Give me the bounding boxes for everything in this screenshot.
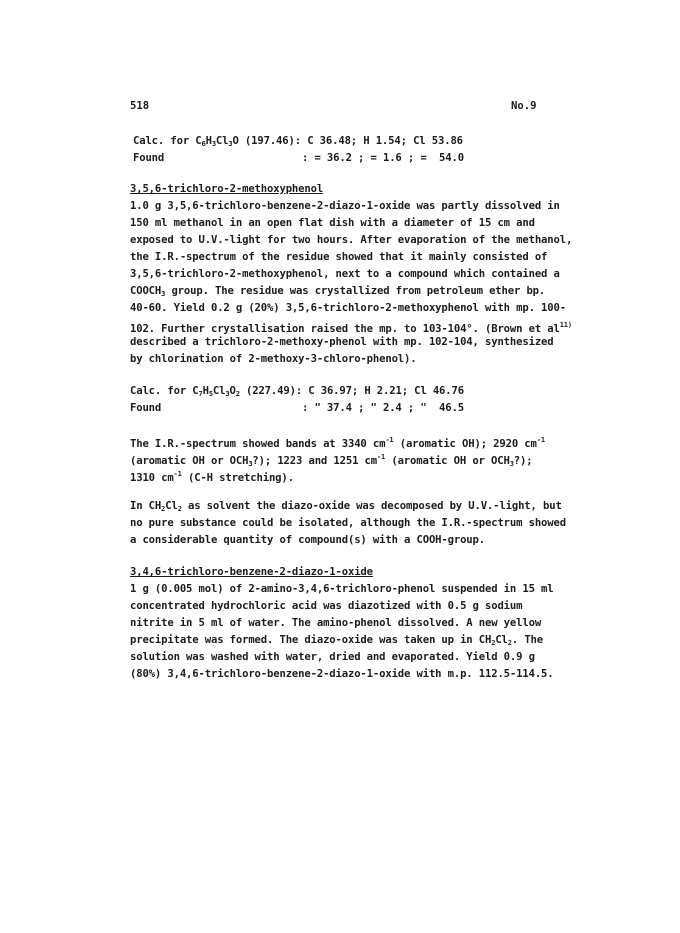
paragraph-line: solution was washed with water, dried and evaporated. Yield 0.9 g xyxy=(130,651,535,663)
paragraph-line: the I.R.-spectrum of the residue showed that it mainly consisted of xyxy=(130,251,548,263)
citation-reference: 11) xyxy=(559,321,572,329)
paragraph-line: described a trichloro-2-methoxy-phenol with mp. 102-104, synthesized xyxy=(130,336,554,348)
found-label-1: Found xyxy=(133,152,165,164)
ir-line: (aromatic OH or $OCH_3$?); 1223 and 1251 $cm^{-1}$ (aromatic OH or $OCH_3$?); xyxy=(130,453,533,468)
found-values-2: : " 37.4 ; " 2.4 ; " 46.5 xyxy=(302,402,464,414)
paragraph-line: $COOCH_3$ group. The residue was crystallized from petroleum ether bp. xyxy=(130,285,546,298)
paragraph-line: 102. Further crystallisation raised the mp. to 103-104°. (Brown et $al^{11)}$ xyxy=(130,321,572,335)
paragraph-line: 40-60. Yield 0.2 g (20%) 3,5,6-trichloro-2-methoxyphenol with mp. 100- xyxy=(130,302,566,314)
paragraph-line: 1.0 g 3,5,6-trichloro-benzene-2-diazo-1-oxide was partly dissolved in xyxy=(130,200,560,212)
paragraph-line: 150 ml methanol in an open flat dish with a diameter of 15 cm and xyxy=(130,217,535,229)
paragraph-line: (80%) 3,4,6-trichloro-benzene-2-diazo-1-oxide with m.p. 112.5-114.5. xyxy=(130,668,554,680)
ir-line: 1310 $cm^{-1}$ (C-H stretching). xyxy=(130,470,294,484)
paragraph-line: 1 g (0.005 mol) of 2-amino-3,4,6-trichloro-phenol suspended in 15 ml xyxy=(130,583,554,595)
paragraph-line: exposed to U.V.-light for two hours. After evaporation of the methanol, xyxy=(130,234,573,246)
paragraph-line: concentrated hydrochloric acid was diazotized with 0.5 g sodium xyxy=(130,600,523,612)
paragraph-line: a considerable quantity of compound(s) with a COOH-group. xyxy=(130,534,485,546)
paragraph-line: by chlorination of 2-methoxy-3-chloro-phenol). xyxy=(130,353,417,365)
found-values-1: : = 36.2 ; = 1.6 ; = 54.0 xyxy=(302,152,464,164)
paragraph-line: precipitate was formed. The diazo-oxide was taken up in $CH_2Cl_2$. The xyxy=(130,634,543,647)
issue-number: No.9 xyxy=(511,100,537,112)
paragraph-line: nitrite in 5 ml of water. The amino-phenol dissolved. A new yellow xyxy=(130,617,542,629)
found-label-2: Found xyxy=(130,402,162,414)
paragraph-line: no pure substance could be isolated, although the I.R.-spectrum showed xyxy=(130,517,566,529)
calc-line-1: Calc. for $C_6H_3Cl_3O$ (197.46): C 36.48; H 1.54; Cl 53.86 xyxy=(133,135,463,148)
section-heading-1: 3,5,6-trichloro-2-methoxyphenol xyxy=(130,183,324,195)
paragraph-line: In $CH_2Cl_2$ as solvent the diazo-oxide was decomposed by U.V.-light, but xyxy=(130,500,562,513)
page-number: 518 xyxy=(130,100,150,112)
section-heading-2: 3,4,6-trichloro-benzene-2-diazo-1-oxide xyxy=(130,566,373,578)
paragraph-line: 3,5,6-trichloro-2-methoxyphenol, next to a compound which contained a xyxy=(130,268,560,280)
ir-line: The I.R.-spectrum showed bands at 3340 $cm^{-1}$ (aromatic OH); 2920 $cm^{-1}$ xyxy=(130,436,545,450)
calc-line-2: Calc. for $C_7H_5Cl_3O_2$ (227.49): C 36.97; H 2.21; Cl 46.76 xyxy=(130,385,464,398)
